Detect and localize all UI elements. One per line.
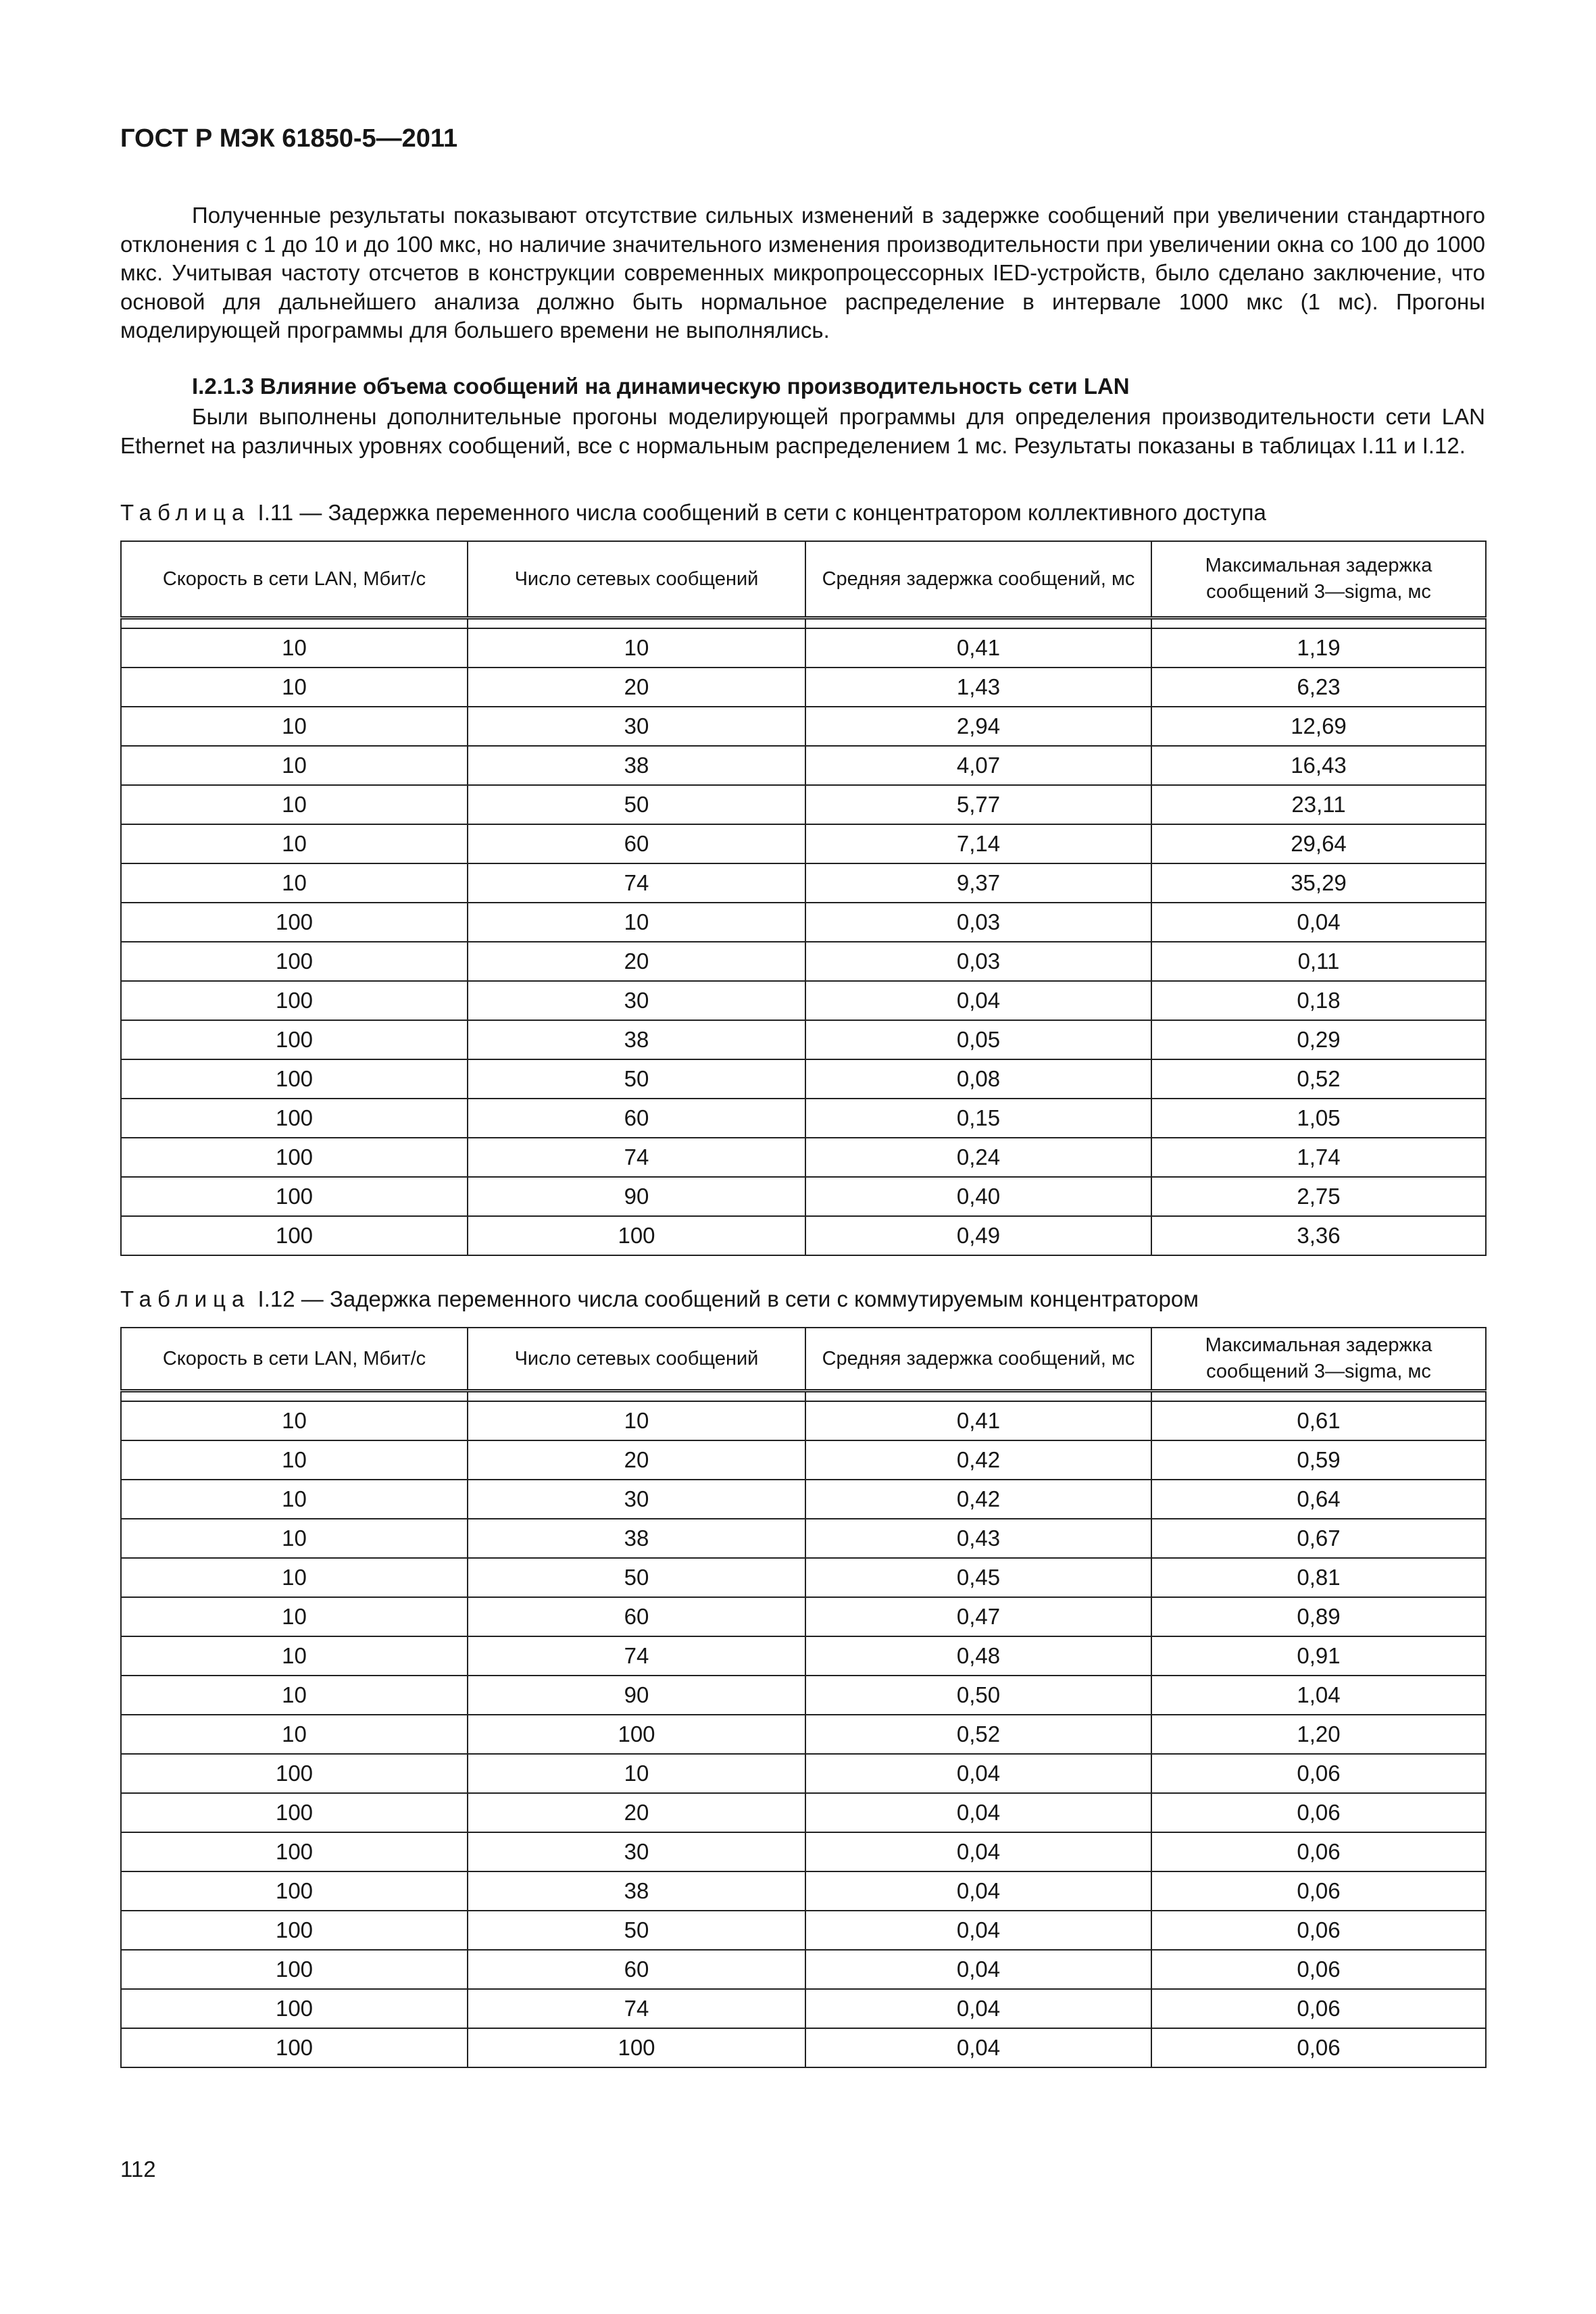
cell-speed: 100: [121, 1059, 468, 1099]
cell-avg-delay: 0,08: [805, 1059, 1151, 1099]
cell-speed: 100: [121, 1754, 468, 1793]
table-row: [121, 1480, 1486, 1519]
cell-avg-delay: 0,42: [805, 1440, 1151, 1480]
cell-avg-delay: 7,14: [805, 824, 1151, 863]
cell-max-delay: 0,89: [1151, 1597, 1486, 1636]
cell-speed: 100: [121, 1020, 468, 1059]
cell-messages: 30: [468, 981, 805, 1020]
cell-avg-delay: 0,52: [805, 1715, 1151, 1754]
cell-max-delay: 0,67: [1151, 1519, 1486, 1558]
header-cell-avg-delay: Средняя задержка сообщений, мс: [805, 1328, 1151, 1391]
table-i11: [120, 540, 1487, 1256]
cell-avg-delay: 0,04: [805, 1989, 1151, 2028]
cell-max-delay: 29,64: [1151, 824, 1486, 863]
cell-messages: 20: [468, 1440, 805, 1480]
cell-messages: 74: [468, 1989, 805, 2028]
cell-speed: 10: [121, 1440, 468, 1480]
table-header-row: [121, 541, 1486, 618]
cell-messages: 90: [468, 1676, 805, 1715]
cell-speed: 100: [121, 1216, 468, 1255]
cell-avg-delay: 0,50: [805, 1676, 1151, 1715]
table-row: [121, 1558, 1486, 1597]
cell-avg-delay: 2,94: [805, 707, 1151, 746]
cell-avg-delay: 0,04: [805, 1832, 1151, 1871]
cell-avg-delay: 0,04: [805, 981, 1151, 1020]
cell-speed: 10: [121, 1558, 468, 1597]
cell-avg-delay: 0,40: [805, 1177, 1151, 1216]
cell-messages: 10: [468, 1754, 805, 1793]
cell-avg-delay: 0,45: [805, 1558, 1151, 1597]
cell-speed: 100: [121, 1871, 468, 1911]
table-i12: [120, 1327, 1487, 2068]
cell-speed: 10: [121, 628, 468, 668]
caption-label: Таблица: [120, 500, 251, 525]
cell-speed: 100: [121, 981, 468, 1020]
cell-messages: 60: [468, 1950, 805, 1989]
cell-avg-delay: 0,48: [805, 1636, 1151, 1676]
cell-messages: 100: [468, 2028, 805, 2067]
cell-max-delay: 23,11: [1151, 785, 1486, 824]
caption-label: Таблица: [120, 1286, 251, 1311]
paragraph-results: Полученные результаты показывают отсутствие сильных изменений в задержке сообщений при увеличении стандартного отклонения с 1 до 10 и до 100 мкс, но наличие значительного изменения производительности при увеличении окна со 100 до 1000 мкс. Учитывая частоту отсчетов в конструкции современных микропроцессорных IED-устройств, было сделано заключение, что основой для дальнейшего анализа должно быть нормальное распределение в интервале 1000 мкс (1 мс). Прогоны моделирующей программы для большего времени не выполнялись.: [120, 203, 1485, 343]
cell-avg-delay: 0,04: [805, 2028, 1151, 2067]
cell-avg-delay: 0,05: [805, 1020, 1151, 1059]
cell-max-delay: 0,04: [1151, 903, 1486, 942]
cell-speed: 100: [121, 1793, 468, 1832]
cell-speed: 100: [121, 903, 468, 942]
cell-messages: 38: [468, 1871, 805, 1911]
cell-max-delay: 0,06: [1151, 1989, 1486, 2028]
table-row: [121, 1059, 1486, 1099]
cell-max-delay: 0,06: [1151, 1911, 1486, 1950]
cell-max-delay: 0,91: [1151, 1636, 1486, 1676]
section-heading: I.2.1.3 Влияние объема сообщений на динамическую производительность сети LAN: [192, 374, 1130, 399]
cell-avg-delay: 0,43: [805, 1519, 1151, 1558]
cell-speed: 10: [121, 863, 468, 903]
header-cell-avg-delay: Средняя задержка сообщений, мс: [805, 541, 1151, 618]
cell-messages: 50: [468, 1558, 805, 1597]
cell-messages: 30: [468, 707, 805, 746]
cell-speed: 10: [121, 707, 468, 746]
cell-speed: 10: [121, 1715, 468, 1754]
table-row: [121, 1871, 1486, 1911]
header-cell-max-delay: Максимальная задержка сообщений 3—sigma, мс: [1151, 1328, 1486, 1391]
table-row: [121, 1989, 1486, 2028]
table-row: [121, 1832, 1486, 1871]
cell-max-delay: 0,06: [1151, 1871, 1486, 1911]
header-separator: [121, 618, 1486, 629]
cell-speed: 100: [121, 1099, 468, 1138]
cell-max-delay: 0,06: [1151, 1793, 1486, 1832]
cell-messages: 60: [468, 1099, 805, 1138]
cell-messages: 10: [468, 903, 805, 942]
cell-avg-delay: 0,47: [805, 1597, 1151, 1636]
table-row: [121, 1754, 1486, 1793]
cell-speed: 10: [121, 746, 468, 785]
cell-messages: 10: [468, 628, 805, 668]
cell-avg-delay: 0,41: [805, 628, 1151, 668]
cell-speed: 10: [121, 1401, 468, 1440]
cell-speed: 100: [121, 1950, 468, 1989]
cell-messages: 30: [468, 1832, 805, 1871]
paragraph-additional-runs: Были выполнены дополнительные прогоны моделирующей программы для определения производительности сети LAN Ethernet на различных уровнях сообщений, все с нормальным распределением 1 мс. Результаты показаны в таблицах I.11 и I.12.: [120, 404, 1485, 458]
cell-max-delay: 0,11: [1151, 942, 1486, 981]
cell-messages: 20: [468, 668, 805, 707]
cell-avg-delay: 0,15: [805, 1099, 1151, 1138]
cell-messages: 20: [468, 942, 805, 981]
cell-messages: 50: [468, 1059, 805, 1099]
table-row: [121, 942, 1486, 981]
cell-max-delay: 2,75: [1151, 1177, 1486, 1216]
table-row: [121, 903, 1486, 942]
cell-max-delay: 0,29: [1151, 1020, 1486, 1059]
cell-max-delay: 12,69: [1151, 707, 1486, 746]
table-row: [121, 1911, 1486, 1950]
cell-max-delay: 1,74: [1151, 1138, 1486, 1177]
table-row: [121, 1597, 1486, 1636]
cell-max-delay: 1,04: [1151, 1676, 1486, 1715]
cell-messages: 100: [468, 1216, 805, 1255]
table-row: [121, 1099, 1486, 1138]
cell-speed: 100: [121, 1911, 468, 1950]
cell-max-delay: 6,23: [1151, 668, 1486, 707]
cell-speed: 100: [121, 1177, 468, 1216]
cell-messages: 38: [468, 746, 805, 785]
table-row: [121, 1440, 1486, 1480]
cell-speed: 100: [121, 1989, 468, 2028]
header-cell-speed: Скорость в сети LAN, Мбит/с: [121, 541, 468, 618]
cell-speed: 10: [121, 1636, 468, 1676]
cell-messages: 20: [468, 1793, 805, 1832]
page-number: 112: [120, 2157, 156, 2182]
cell-max-delay: 0,06: [1151, 2028, 1486, 2067]
table-row: [121, 668, 1486, 707]
cell-max-delay: 0,06: [1151, 1950, 1486, 1989]
table-header-row: [121, 1328, 1486, 1391]
table-row: [121, 1216, 1486, 1255]
table-row: [121, 746, 1486, 785]
cell-messages: 50: [468, 785, 805, 824]
table-row: [121, 628, 1486, 668]
cell-max-delay: 0,06: [1151, 1832, 1486, 1871]
table-row: [121, 707, 1486, 746]
cell-speed: 10: [121, 1480, 468, 1519]
cell-avg-delay: 9,37: [805, 863, 1151, 903]
cell-avg-delay: 0,04: [805, 1911, 1151, 1950]
cell-max-delay: 0,18: [1151, 981, 1486, 1020]
document-header: ГОСТ Р МЭК 61850-5—2011: [120, 124, 458, 153]
cell-messages: 90: [468, 1177, 805, 1216]
cell-max-delay: 16,43: [1151, 746, 1486, 785]
header-cell-speed: Скорость в сети LAN, Мбит/с: [121, 1328, 468, 1391]
cell-max-delay: 0,64: [1151, 1480, 1486, 1519]
table-row: [121, 1519, 1486, 1558]
cell-speed: 100: [121, 1138, 468, 1177]
table-row: [121, 863, 1486, 903]
cell-speed: 10: [121, 1676, 468, 1715]
cell-messages: 74: [468, 863, 805, 903]
cell-max-delay: 0,06: [1151, 1754, 1486, 1793]
table-row: [121, 1020, 1486, 1059]
table-caption-i11: [120, 500, 1266, 526]
cell-avg-delay: 1,43: [805, 668, 1151, 707]
cell-speed: 10: [121, 785, 468, 824]
header-cell-max-delay: Максимальная задержка сообщений 3—sigma, мс: [1151, 541, 1486, 618]
cell-speed: 100: [121, 942, 468, 981]
cell-max-delay: 0,59: [1151, 1440, 1486, 1480]
cell-avg-delay: 0,04: [805, 1793, 1151, 1832]
cell-speed: 10: [121, 1519, 468, 1558]
table-row: [121, 785, 1486, 824]
cell-max-delay: 3,36: [1151, 1216, 1486, 1255]
cell-avg-delay: 0,04: [805, 1754, 1151, 1793]
cell-messages: 30: [468, 1480, 805, 1519]
table-row: [121, 2028, 1486, 2067]
cell-messages: 100: [468, 1715, 805, 1754]
cell-max-delay: 0,81: [1151, 1558, 1486, 1597]
cell-max-delay: 0,61: [1151, 1401, 1486, 1440]
cell-messages: 38: [468, 1020, 805, 1059]
table-row: [121, 1676, 1486, 1715]
table-row: [121, 1177, 1486, 1216]
cell-avg-delay: 0,41: [805, 1401, 1151, 1440]
table-body: [121, 1401, 1486, 2067]
caption-text: I.11 — Задержка переменного числа сообщений в сети с концентратором коллективного доступа: [251, 500, 1266, 525]
table-row: [121, 981, 1486, 1020]
cell-avg-delay: 0,24: [805, 1138, 1151, 1177]
cell-avg-delay: 0,03: [805, 942, 1151, 981]
table-row: [121, 824, 1486, 863]
cell-speed: 100: [121, 2028, 468, 2067]
cell-avg-delay: 0,49: [805, 1216, 1151, 1255]
table-row: [121, 1636, 1486, 1676]
caption-text: I.12 — Задержка переменного числа сообщений в сети с коммутируемым концентратором: [251, 1286, 1199, 1311]
table-body: [121, 628, 1486, 1255]
table-caption-i12: [120, 1286, 1199, 1312]
header-cell-messages: Число сетевых сообщений: [468, 1328, 805, 1391]
header-cell-messages: Число сетевых сообщений: [468, 541, 805, 618]
cell-speed: 10: [121, 668, 468, 707]
cell-messages: 10: [468, 1401, 805, 1440]
cell-avg-delay: 0,04: [805, 1871, 1151, 1911]
cell-max-delay: 1,05: [1151, 1099, 1486, 1138]
header-separator: [121, 1391, 1486, 1402]
cell-messages: 74: [468, 1138, 805, 1177]
cell-avg-delay: 0,03: [805, 903, 1151, 942]
cell-speed: 10: [121, 824, 468, 863]
cell-max-delay: 35,29: [1151, 863, 1486, 903]
cell-max-delay: 1,20: [1151, 1715, 1486, 1754]
cell-speed: 100: [121, 1832, 468, 1871]
table-row: [121, 1950, 1486, 1989]
table-row: [121, 1138, 1486, 1177]
cell-messages: 60: [468, 824, 805, 863]
cell-messages: 74: [468, 1636, 805, 1676]
cell-messages: 60: [468, 1597, 805, 1636]
cell-max-delay: 0,52: [1151, 1059, 1486, 1099]
cell-messages: 38: [468, 1519, 805, 1558]
cell-max-delay: 1,19: [1151, 628, 1486, 668]
cell-messages: 50: [468, 1911, 805, 1950]
table-row: [121, 1715, 1486, 1754]
cell-avg-delay: 4,07: [805, 746, 1151, 785]
table-row: [121, 1793, 1486, 1832]
cell-avg-delay: 0,04: [805, 1950, 1151, 1989]
cell-speed: 10: [121, 1597, 468, 1636]
cell-avg-delay: 5,77: [805, 785, 1151, 824]
table-row: [121, 1401, 1486, 1440]
cell-avg-delay: 0,42: [805, 1480, 1151, 1519]
